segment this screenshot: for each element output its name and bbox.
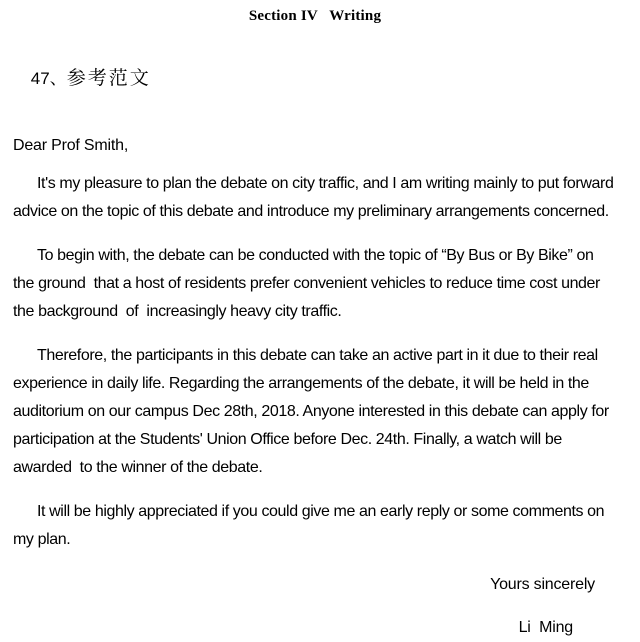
letter-paragraph-reply-request: It will be highly appreciated if you could give me an early reply or some comments on my plan.: [13, 503, 609, 548]
letter-signature: Li Ming: [518, 619, 573, 636]
item-label: 参考范文: [66, 68, 151, 89]
item-heading: [13, 43, 617, 116]
letter-closing: Yours sincerely: [490, 576, 595, 593]
item-number: 47、: [30, 69, 67, 88]
section-title: Section IV Writing: [248, 8, 382, 24]
letter-paragraph-intro: It's my pleasure to plan the debate on city traffic, and I am writing mainly to put forward advice on the topic of this debate and introduce my preliminary arrangements concerned.: [13, 175, 618, 220]
letter-salutation: Dear Prof Smith,: [13, 137, 129, 154]
letter-paragraph-topic: To begin with, the debate can be conducted with the topic of “By Bus or By Bike” on the ground that a host of residents prefer convenient vehicles to reduce time cost under the background of increasingly heavy city traffic.: [13, 247, 605, 320]
letter-paragraph-arrangements: Therefore, the participants in this debate can take an active part in it due to their real experience in daily life. Regarding the arrangements of the debate, it will be held in the auditorium on our campus Dec 28th, 2018. Anyone interested in this debate can apply for participation at the Students' Union Office before Dec. 24th. Finally, a watch will be awarded to the winner of the debate.: [13, 347, 613, 476]
